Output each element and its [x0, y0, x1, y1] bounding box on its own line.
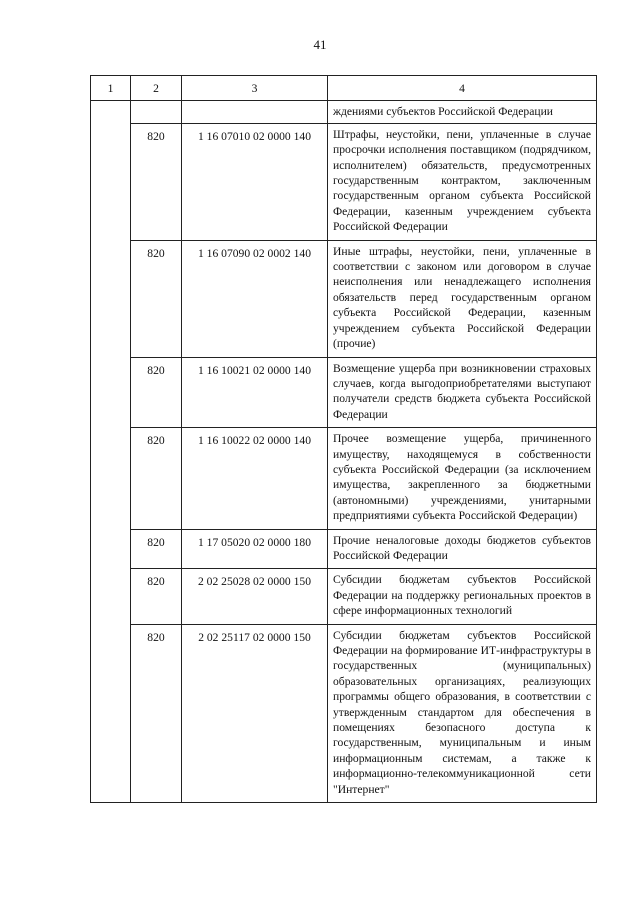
header-col-3: 3 — [182, 76, 328, 101]
description-cell: Штрафы, неустойки, пени, уплаченные в случае просрочки исполнения поставщиком (подрядчиком, исполнителем) обязательств, предусмотренных государственным контрактом, заключенным государственным органом субъекта Российской Федерации, казенным учреждением субъекта Российской Федерации — [328, 123, 597, 240]
table-row — [91, 123, 597, 240]
header-col-4: 4 — [328, 76, 597, 101]
budget-code-cell: 1 16 07090 02 0002 140 — [182, 240, 328, 357]
budget-code-cell: 1 17 05020 02 0000 180 — [182, 529, 328, 569]
admin-code-cell: 820 — [131, 357, 182, 428]
description-cell: Субсидии бюджетам субъектов Российской Федерации на поддержку региональных проектов в сфере информационных технологий — [328, 569, 597, 624]
continuation-row — [91, 101, 597, 123]
table-row — [91, 529, 597, 569]
budget-code-cell: 1 16 10022 02 0000 140 — [182, 428, 328, 529]
table-row — [91, 428, 597, 529]
admin-cell — [131, 101, 182, 123]
admin-code-cell: 820 — [131, 123, 182, 240]
table-row — [91, 240, 597, 357]
group-column-cell — [91, 101, 131, 803]
revenue-codes-table — [90, 75, 597, 803]
budget-code-cell: 2 02 25117 02 0000 150 — [182, 624, 328, 802]
description-cell: Прочие неналоговые доходы бюджетов субъектов Российской Федерации — [328, 529, 597, 569]
admin-code-cell: 820 — [131, 529, 182, 569]
header-col-2: 2 — [131, 76, 182, 101]
description-cell: Возмещение ущерба при возникновении страховых случаев, когда выгодоприобретателями выступают получатели средств бюджета субъекта Российской Федерации — [328, 357, 597, 428]
table-row — [91, 569, 597, 624]
header-row — [91, 76, 597, 101]
description-cell: Иные штрафы, неустойки, пени, уплаченные в соответствии с законом или договором в случае неисполнения или ненадлежащего исполнения обязательств перед государственным органом субъекта Российской Федерации, казенным учреждением субъекта Российской Федерации (прочие) — [328, 240, 597, 357]
description-cell: Прочее возмещение ущерба, причиненного имуществу, находящемуся в собственности субъекта Российской Федерации (за исключением имущества, закрепленного за бюджетными (автономными) учреждениями, унитарными предприятиями субъекта Российской Федерации) — [328, 428, 597, 529]
budget-code-cell: 1 16 10021 02 0000 140 — [182, 357, 328, 428]
admin-code-cell: 820 — [131, 428, 182, 529]
admin-code-cell: 820 — [131, 624, 182, 802]
budget-code-cell: 2 02 25028 02 0000 150 — [182, 569, 328, 624]
budget-code-cell: 1 16 07010 02 0000 140 — [182, 123, 328, 240]
continuation-text: ждениями субъектов Российской Федерации — [328, 101, 597, 123]
admin-code-cell: 820 — [131, 240, 182, 357]
description-cell: Субсидии бюджетам субъектов Российской Федерации на формирование ИТ-инфраструктуры в государственных (муниципальных) образовательных организациях, реализующих программы общего образования, в соответствии с утвержденным стандартом для обеспечения в помещениях безопасного доступа к государственным, муниципальным и иным информационным системам, а также к информационно-телекоммуникационной сети "Интернет" — [328, 624, 597, 802]
page-number: 41 — [313, 37, 327, 52]
header-col-1: 1 — [91, 76, 131, 101]
table-row — [91, 357, 597, 428]
table-row — [91, 624, 597, 802]
code-cell — [182, 101, 328, 123]
admin-code-cell: 820 — [131, 569, 182, 624]
